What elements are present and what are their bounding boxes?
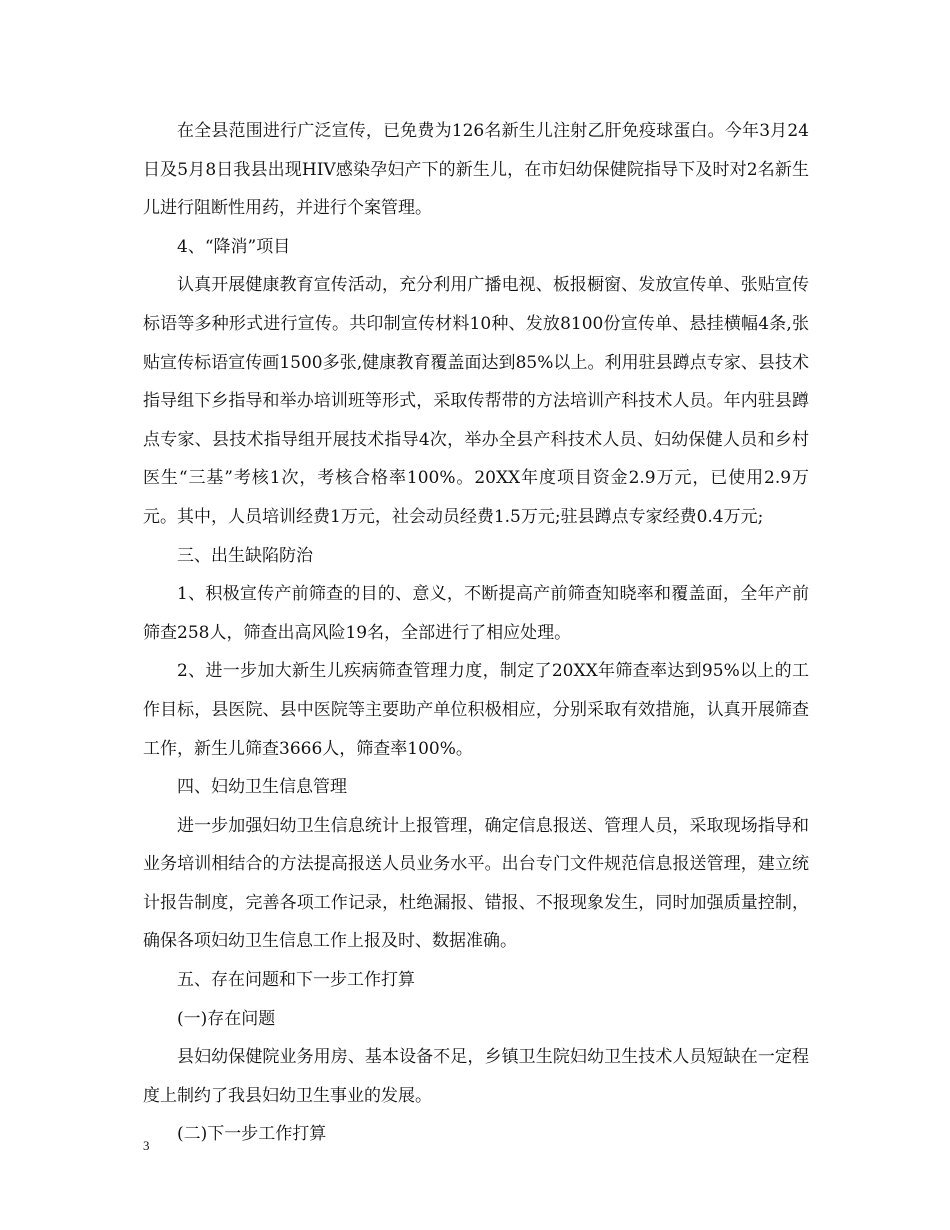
heading-problems-and-next-steps: 五、存在问题和下一步工作打算 — [177, 970, 415, 991]
heading-health-information-management: 四、妇幼卫生信息管理 — [177, 777, 347, 798]
paragraph-prenatal-screening: 1、积极宣传产前筛查的目的、意义，不断提高产前筛查知晓率和覆盖面，全年产前筛查258人，筛查出高风险19名，全部进行了相应处理。 — [143, 584, 809, 643]
paragraph-hbig-vaccination: 在全县范围进行广泛宣传，已免费为126名新生儿注射乙肝免疫球蛋白。今年3月24日及5月8日我县出现HIV感染孕妇产下的新生儿，在市妇幼保健院指导下及时对2名新生儿进行阻断性用药，并进行个案管理。 — [143, 121, 809, 219]
subheading-existing-problems: (一)存在问题 — [177, 1008, 276, 1029]
paragraph-information-reporting: 进一步加强妇幼卫生信息统计上报管理，确定信息报送、管理人员，采取现场指导和业务培训相结合的方法提高报送人员业务水平。出台专门文件规范信息报送管理，建立统计报告制度，完善各项工作记录，杜绝漏报、错报、不报现象发生，同时加强质量控制，确保各项妇幼卫生信息工作上报及时、数据准确。 — [143, 815, 809, 952]
page-number: 3 — [143, 1138, 150, 1153]
paragraph-existing-problems: 县妇幼保健院业务用房、基本设备不足，乡镇卫生院妇幼卫生技术人员短缺在一定程度上制约了我县妇幼卫生事业的发展。 — [143, 1047, 809, 1106]
paragraph-newborn-screening: 2、进一步加大新生儿疾病筛查管理力度，制定了20XX年筛查率达到95%以上的工作目标，县医院、县中医院等主要助产单位积极相应，分别采取有效措施，认真开展筛查工作，新生儿筛查3666人，筛查率100%。 — [143, 661, 809, 759]
heading-birth-defect-prevention: 三、出生缺陷防治 — [177, 545, 313, 566]
heading-jiangxiao-project: 4、“降消”项目 — [177, 236, 291, 257]
subheading-next-steps: (二)下一步工作打算 — [177, 1124, 327, 1145]
paragraph-health-education: 认真开展健康教育宣传活动，充分利用广播电视、板报橱窗、发放宣传单、张贴宣传标语等多种形式进行宣传。共印制宣传材料10种、发放8100份宣传单、悬挂横幅4条,张贴宣传标语宣传画1500多张,健康教育覆盖面达到85%以上。利用驻县蹲点专家、县技术指导组下乡指导和举办培训班等形式，采取传帮带的方法培训产科技术人员。年内驻县蹲点专家、县技术指导组开展技术指导4次，举办全县产科技术人员、妇幼保健人员和乡村医生“三基”考核1次，考核合格率100%。20XX年度项目资金2.9万元，已使用2.9万元。其中，人员培训经费1万元，社会动员经费1.5万元;驻县蹲点专家经费0.4万元; — [143, 275, 809, 527]
document-body — [143, 112, 809, 1154]
